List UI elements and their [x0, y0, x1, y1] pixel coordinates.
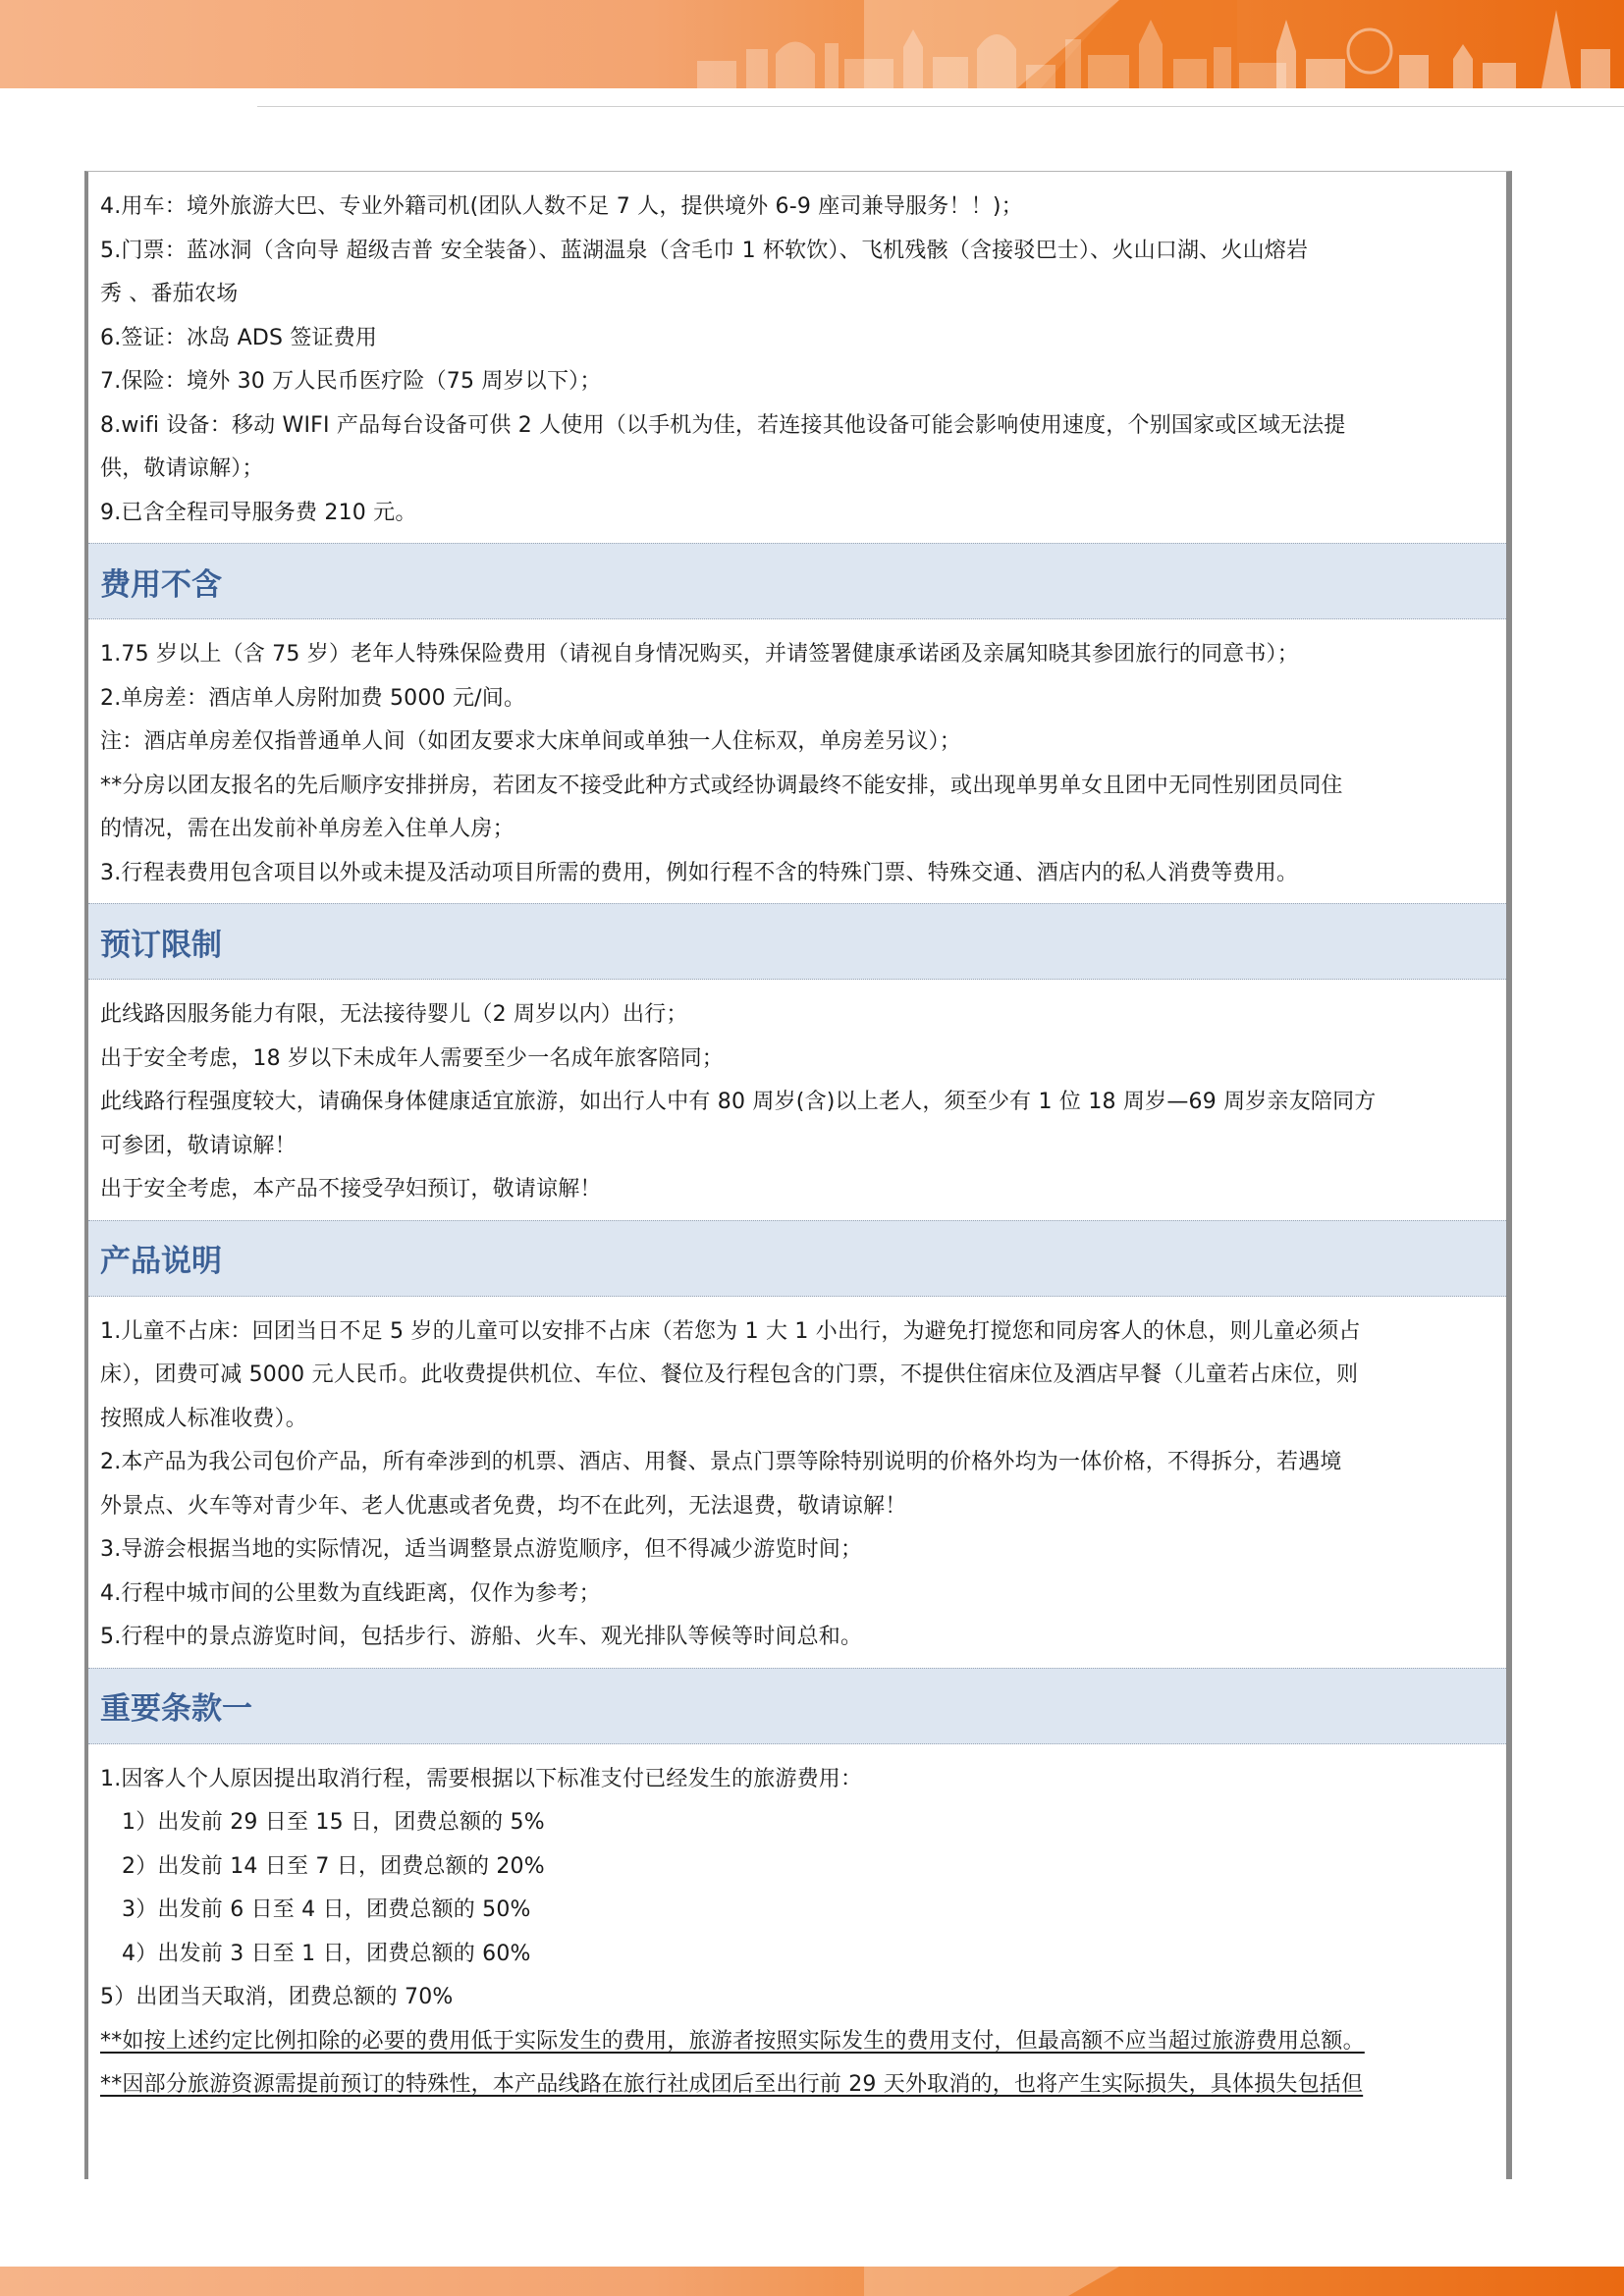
text-line: 3.行程表费用包含项目以外或未提及活动项目所需的费用，例如行程不含的特殊门票、特殊交通、酒店内的私人消费等费用。	[100, 860, 1299, 885]
header-divider	[257, 106, 1624, 107]
text-line: 5.行程中的景点游览时间，包括步行、游船、火车、观光排队等候等时间总和。	[100, 1625, 863, 1649]
text-line: 秀 、番茄农场	[100, 282, 239, 306]
text-line: 按照成人标准收费）。	[100, 1406, 308, 1431]
section-title: 产品说明	[88, 1220, 1506, 1297]
section-body	[88, 980, 1506, 1220]
text-line: 4.行程中城市间的公里数为直线距离，仅作为参考；	[100, 1580, 601, 1606]
text-line: 5）出团当天取消，团费总额的 70%	[100, 1985, 454, 2009]
text-line: 1.儿童不占床：回团当日不足 5 岁的儿童可以安排不占床（若您为 1 大 1 小出行，为避免打搅您和同房客人的休息，则儿童必须占	[100, 1318, 1361, 1344]
text-line: 床），团费可减 5000 元人民币。此收费提供机位、车位、餐位及行程包含的门票，不提供住宿床位及酒店早餐（儿童若占床位，则	[100, 1362, 1359, 1387]
section-body	[88, 1297, 1506, 1668]
bottom-banner	[0, 2267, 1624, 2296]
text-line: 出于安全考虑，本产品不接受孕妇预订，敬请谅解！	[100, 1177, 602, 1201]
text-line: 供，敬请谅解）；	[100, 456, 264, 481]
text-line: 2）出发前 14 日至 7 日，团费总额的 20%	[122, 1853, 545, 1879]
section-body	[88, 619, 1506, 903]
section-body	[88, 1744, 1506, 2115]
text-line: **分房以团友报名的先后顺序安排拼房，若团友不接受此种方式或经协调最终不能安排，或出现单男单女且团中无同性别团员同住	[100, 773, 1343, 798]
section-title: 重要条款一	[88, 1668, 1506, 1744]
banner-shape	[864, 2267, 1119, 2296]
text-line: 1）出发前 29 日至 15 日，团费总额的 5%	[122, 1810, 545, 1835]
text-line: 8.wifi 设备：移动 WIFI 产品每台设备可供 2 人使用（以手机为佳，若连接其他设备可能会影响使用速度，个别国家或区域无法提	[100, 412, 1346, 438]
text-line: 4.用车：境外旅游大巴、专业外籍司机(团队人数不足 7 人，提供境外 6-9 座司兼导服务！！)；	[100, 194, 1023, 219]
text-line: 5.门票：蓝冰洞（含向导 超级吉普 安全装备）、蓝湖温泉（含毛巾 1 杯软饮）、飞机残骸（含接驳巴士）、火山口湖、火山熔岩	[100, 238, 1309, 263]
text-line: 1.75 岁以上（含 75 岁）老年人特殊保险费用（请视自身情况购买，并请签署健康承诺函及亲属知晓其参团旅行的同意书）；	[100, 642, 1299, 667]
included-fees-list	[88, 172, 1506, 543]
top-banner	[0, 0, 1624, 88]
text-line: 2.单房差：酒店单人房附加费 5000 元/间。	[100, 685, 526, 711]
text-line: 注：酒店单房差仅指普通单人间（如团友要求大床单间或单独一人住标双，单房差另议）；	[100, 729, 962, 754]
text-line: 2.本产品为我公司包价产品，所有牵涉到的机票、酒店、用餐、景点门票等除特别说明的价格外均为一体价格，不得拆分，若遇境	[100, 1450, 1342, 1474]
section-title: 预订限制	[88, 903, 1506, 980]
text-line: 3）出发前 6 日至 4 日，团费总额的 50%	[122, 1897, 531, 1922]
city-skyline-icon	[677, 0, 1624, 88]
text-line: 6.签证：冰岛 ADS 签证费用	[100, 325, 378, 350]
itinerary-document	[84, 171, 1512, 2179]
text-line: 9.已含全程司导服务费 210 元。	[100, 500, 417, 525]
text-line: 此线路因服务能力有限，无法接待婴儿（2 周岁以内）出行；	[100, 1002, 688, 1027]
text-line: 1.因客人个人原因提出取消行程，需要根据以下标准支付已经发生的旅游费用：	[100, 1766, 863, 1791]
text-line: 的情况，需在出发前补单房差入住单人房；	[100, 817, 514, 841]
text-line: 可参团，敬请谅解！	[100, 1133, 297, 1158]
text-line: 外景点、火车等对青少年、老人优惠或者免费，均不在此列，无法退费，敬请谅解！	[100, 1493, 907, 1519]
text-line: **如按上述约定比例扣除的必要的费用低于实际发生的费用，旅游者按照实际发生的费用支付，但最高额不应当超过旅游费用总额。	[100, 2028, 1365, 2054]
text-line: 4）出发前 3 日至 1 日，团费总额的 60%	[122, 1941, 531, 1966]
text-line: 此线路行程强度较大，请确保身体健康适宜旅游，如出行人中有 80 周岁(含)以上老人，须至少有 1 位 18 周岁—69 周岁亲友陪同方	[100, 1090, 1377, 1114]
section-title: 费用不含	[88, 543, 1506, 619]
text-line: 出于安全考虑，18 岁以下未成年人需要至少一名成年旅客陪同；	[100, 1045, 724, 1071]
text-line: **因部分旅游资源需提前预订的特殊性，本产品线路在旅行社成团后至出行前 29 天外取消的，也将产生实际损失，具体损失包括但	[100, 2072, 1364, 2097]
text-line: 3.导游会根据当地的实际情况，适当调整景点游览顺序，但不得减少游览时间；	[100, 1537, 863, 1562]
text-line: 7.保险：境外 30 万人民币医疗险（75 周岁以下）；	[100, 369, 602, 394]
sections-container	[88, 543, 1506, 2115]
